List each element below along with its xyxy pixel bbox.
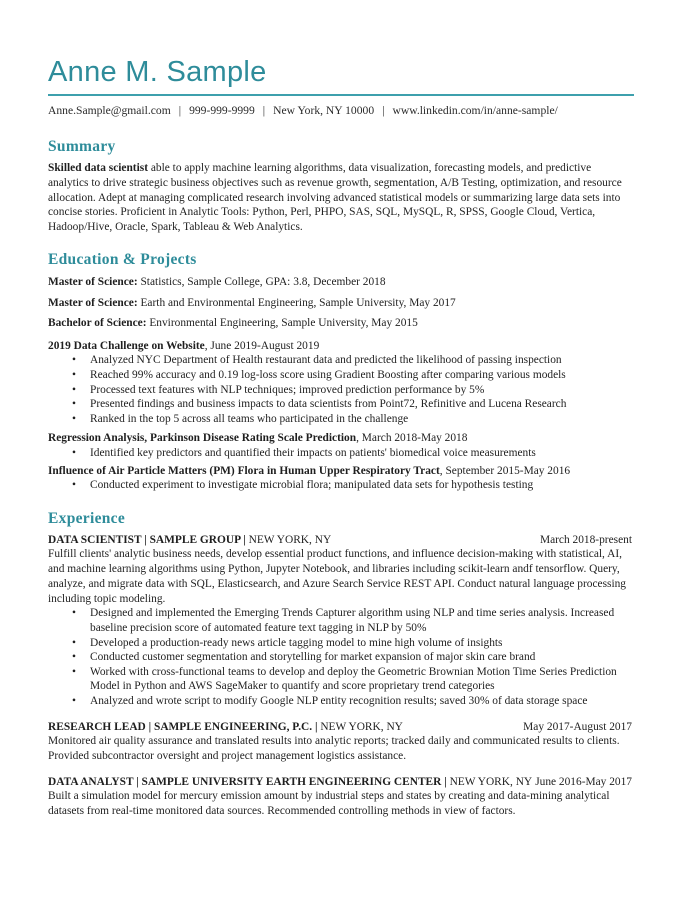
list-item: • Analyzed NYC Department of Health restaurant data and predicted the likelihood of passing inspection: [90, 353, 632, 368]
degree-detail: Earth and Environmental Engineering, Sample University, May 2017: [137, 296, 456, 309]
list-item: • Worked with cross-functional teams to develop and deploy the Geometric Brownian Motion Time Series Prediction Model in Python and AWS SageMaker to quantify and score proprietary trend categories: [90, 665, 632, 694]
list-item: • Reached 99% accuracy and 0.19 log-loss score using Gradient Boosting after comparing various models: [90, 368, 632, 383]
job-location: NEW YORK, NY: [446, 775, 533, 788]
list-item: • Conducted experiment to investigate microbial flora; manipulated data sets for hypothesis testing: [90, 478, 632, 493]
project-item: [48, 431, 632, 460]
list-item: • Developed a production-ready news article tagging model to mine high volume of insights: [90, 636, 632, 651]
job-dates: March 2018-present: [539, 533, 632, 546]
job-location: NEW YORK, NY: [317, 720, 403, 733]
education-heading: Education & Projects: [48, 250, 197, 268]
job-header: [48, 720, 632, 735]
header-divider: [48, 94, 634, 96]
project-bullets: [48, 353, 632, 426]
job-entry: [48, 533, 632, 709]
location-text: New York, NY 10000: [273, 104, 375, 117]
list-item: • Designed and implemented the Emerging Trends Capturer algorithm using NLP and time series analysis. Increased baseline precision score of automated feature text tagging in NLP by 50%: [90, 606, 632, 635]
project-title: Regression Analysis, Parkinson Disease Rating Scale Prediction: [48, 432, 357, 445]
email-link[interactable]: Anne.Sample@gmail.com: [48, 104, 171, 117]
summary-lead: Skilled data scientist: [48, 162, 148, 174]
candidate-name: Anne M. Sample: [48, 56, 267, 88]
linkedin-link[interactable]: www.linkedin.com/in/anne-sample/: [392, 104, 558, 117]
project-date: , March 2018-May 2018: [356, 432, 468, 445]
job-role: RESEARCH LEAD | SAMPLE ENGINEERING, P.C. |: [48, 720, 318, 733]
project-title-line: [48, 464, 632, 479]
project-item: [48, 464, 632, 493]
experience-heading: Experience: [48, 509, 126, 527]
job-role: DATA SCIENTIST | SAMPLE GROUP |: [48, 533, 246, 546]
job-entry: [48, 720, 632, 764]
separator: |: [262, 104, 266, 117]
degree-item: [48, 316, 632, 331]
project-title: Influence of Air Particle Matters (PM) Flora in Human Upper Respiratory Tract: [48, 464, 440, 477]
phone-number: 999-999-9999: [189, 104, 255, 117]
resume-page: [48, 54, 632, 819]
project-title-line: [48, 339, 632, 354]
list-item: • Identified key predictors and quantified their impacts on patients' biomedical voice measurements: [90, 446, 632, 461]
job-role: DATA ANALYST | SAMPLE UNIVERSITY EARTH ENGINEERING CENTER |: [48, 775, 447, 788]
degree-detail: Statistics, Sample College, GPA: 3.8, December 2018: [137, 275, 386, 288]
degree-name: Master of Science:: [48, 296, 138, 309]
separator: |: [178, 104, 182, 117]
job-bullets: [48, 606, 632, 708]
job-header: [48, 775, 632, 790]
degree-detail: Environmental Engineering, Sample University, May 2015: [146, 317, 418, 330]
list-item: • Presented findings and business impacts to data scientists from Point72, Refinitive and Lucena Research: [90, 397, 632, 412]
job-description: Fulfill clients' analytic business needs, develop essential product functions, and influence decision-making with statistical, AI, and machine learning algorithms using Python, Jupyter Notebook, and libraries including scikit-learn andf tensorflow. Query, analyze, and migrate data with SQL, Elasticsearch, and Azure Search Service REST API. Conduct natural language processing including topic modeling.: [48, 548, 627, 605]
project-bullets: [48, 446, 632, 461]
job-entry: [48, 775, 632, 819]
job-dates: June 2016-May 2017: [535, 775, 632, 788]
list-item: • Analyzed and wrote script to modify Google NLP entity recognition results; saved 30% of data storage space: [90, 694, 632, 709]
separator: |: [382, 104, 385, 117]
degree-item: [48, 275, 632, 290]
project-item: [48, 339, 632, 427]
job-title-line: [48, 720, 403, 735]
job-title-line: [48, 775, 532, 790]
summary-text: able to apply machine learning algorithms, data visualization, forecasting models, and predictive analytics to drive strategic business objectives such as revenue growth, segmentation, A/B Testing, optimization, and resource allocation. Adept at managing complicated research involving advanced statistical models or summarizing large data sets into concise stories. Proficient in Analytic Tools: Python, Perl, PHPO, SAS, SQL, MySQL, R, SPSS, Google Cloud, Vertica, Hadoop/Hive, Oracle, Spark, Tableau & Web Analytics.: [48, 162, 622, 234]
project-bullets: [48, 478, 632, 493]
summary-heading: Summary: [48, 138, 116, 155]
job-description: Built a simulation model for mercury emission amount by industrial steps and states by creating and data-mining analytical datasets from real-time monitored data sources. Recommended controlling methods in view of factors.: [48, 790, 610, 818]
job-dates: May 2017-August 2017: [523, 720, 632, 733]
job-header: [48, 533, 632, 548]
job-location: NEW YORK, NY: [245, 533, 332, 546]
degree-name: Master of Science:: [48, 275, 138, 288]
job-description: Monitored air quality assurance and translated results into analytic reports; tracked daily and communicated results to clients. Provided subcontractor oversight and project management logistics assistance.: [48, 735, 620, 763]
degree-item: [48, 296, 632, 311]
contact-line: [48, 104, 632, 117]
list-item: • Processed text features with NLP techniques; improved prediction performance by 5%: [90, 383, 632, 398]
degree-list: [48, 275, 632, 331]
job-title-line: [48, 533, 331, 548]
degree-name: Bachelor of Science:: [48, 317, 147, 330]
list-item: • Conducted customer segmentation and storytelling for market expansion of major skin care brand: [90, 650, 632, 665]
project-title: 2019 Data Challenge on Website: [48, 339, 205, 352]
project-date: , June 2019-August 2019: [204, 339, 320, 352]
project-date: , September 2015-May 2016: [439, 464, 571, 477]
summary-paragraph: [48, 161, 632, 235]
project-title-line: [48, 431, 632, 446]
list-item: • Ranked in the top 5 across all teams who participated in the challenge: [90, 412, 632, 427]
